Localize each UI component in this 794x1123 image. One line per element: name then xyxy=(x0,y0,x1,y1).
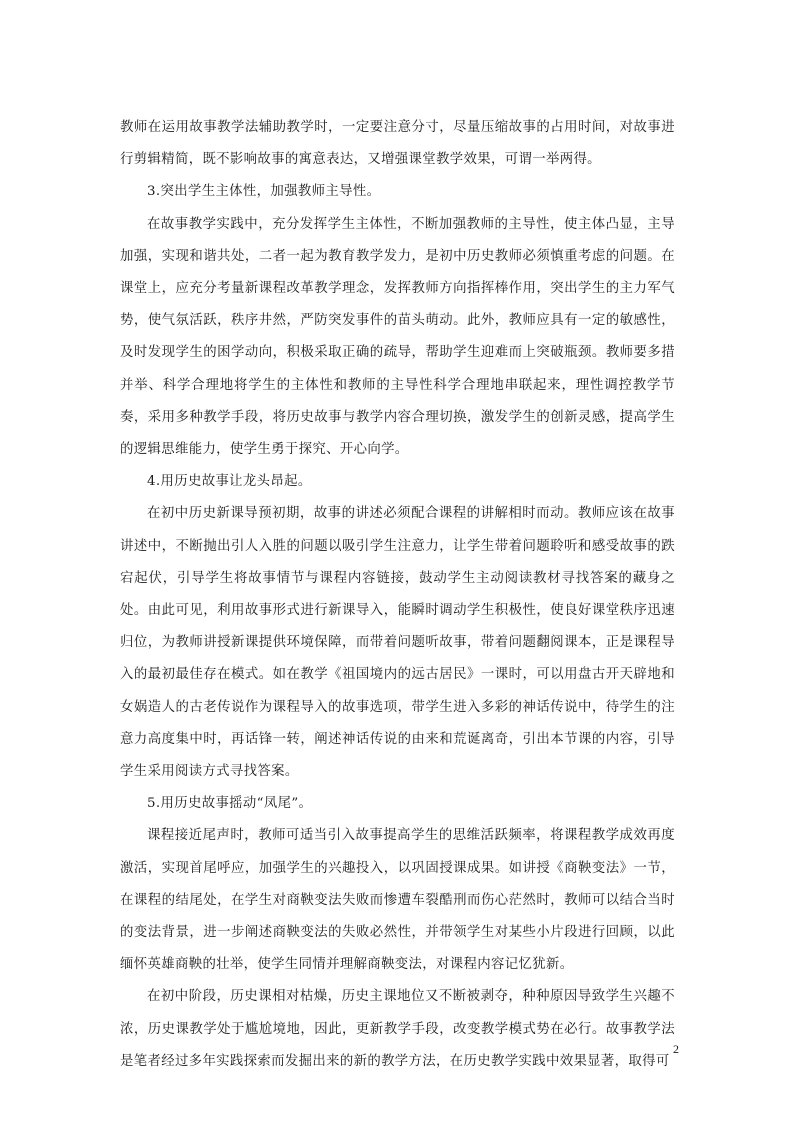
paragraph: 在故事教学实践中，充分发挥学生主体性，不断加强教师的主导性，使主体凸显，主导加强，实现和谐共处，二者一起为教育教学发力，是初中历史教师必须慎重考虑的问题。在课堂上，应充分考量新课程改革教学理念，发挥教师方向指挥棒作用，突出学生的主力军气势，使气氛活跃，秩序井然，严防突发事件的苗头萌动。此外，教师应具有一定的敏感性，及时发现学生的困学动向，积极采取正确的疏导，帮助学生迎难而上突破瓶颈。教师要多措并举、科学合理地将学生的主体性和教师的主导性科学合理地串联起来，理性调控教学节奏，采用多种教学手段，将历史故事与教学内容合理切换，激发学生的创新灵感，提高学生的逻辑思维能力，使学生勇于探究、开心向学。 xyxy=(120,216,675,458)
body-text xyxy=(120,112,675,1078)
paragraph: 在初中历史新课导预初期，故事的讲述必须配合课程的讲解相时而动。教师应该在故事讲述中，不断抛出引人入胜的问题以吸引学生注意力，让学生带着问题聆听和感受故事的跌宕起伏，引导学生将故事情节与课程内容链接，鼓动学生主动阅读教材寻找答案的藏身之处。由此可见，利用故事形式进行新课导入，能瞬时调动学生积极性，使良好课堂秩序迅速归位，为教师讲授新课提供环境保障，而带着问题听故事，带着问题翻阅课本，正是课程导入的最初最佳存在模式。如在教学《祖国境内的远古居民》一课时，可以用盘古开天辟地和女娲造人的古老传说作为课程导入的故事选项，带学生进入多彩的神话传说中，待学生的注意力高度集中时，再话锋一转，阐述神话传说的由来和荒诞离奇，引出本节课的内容，引导学生采用阅读方式寻找答案。 xyxy=(120,506,675,780)
section-heading-5: 5.用历史故事摇动“凤尾”。 xyxy=(147,796,313,812)
paragraph-continuation: 教师在运用故事教学法辅助教学时，一定要注意分寸，尽量压缩故事的占用时间，对故事进行剪辑精简，既不影响故事的寓意表达，又增强课堂教学效果，可谓一举两得。 xyxy=(120,120,675,168)
section-heading-3: 3.突出学生主体性，加强教师主导性。 xyxy=(147,184,381,200)
section-heading-4: 4.用历史故事让龙头昂起。 xyxy=(147,474,312,490)
paragraph: 在初中阶段，历史课相对枯燥，历史主课地位又不断被剥夺，种种原因导致学生兴趣不浓，历史课教学处于尴尬境地，因此，更新教学手段，改变教学模式势在必行。故事教学法是笔者经过多年实践探索而发掘出来的新的教学方法，在历史教学实践中效果显著，取得可 xyxy=(120,989,675,1069)
page-number: 2 xyxy=(673,1042,679,1056)
paragraph: 课程接近尾声时，教师可适当引入故事提高学生的思维活跃频率，将课程教学成效再度激活，实现首尾呼应，加强学生的兴趣投入，以巩固授课成果。如讲授《商鞅变法》一节，在课程的结尾处，在学生对商鞅变法失败而惨遭车裂酷刑而伤心茫然时，教师可以结合当时的变法背景，进一步阐述商鞅变法的失败必然性，并带领学生对某些小片段进行回顾，以此缅怀英雄商鞅的壮举，使学生同情并理解商鞅变法，对课程内容记忆犹新。 xyxy=(120,828,675,973)
